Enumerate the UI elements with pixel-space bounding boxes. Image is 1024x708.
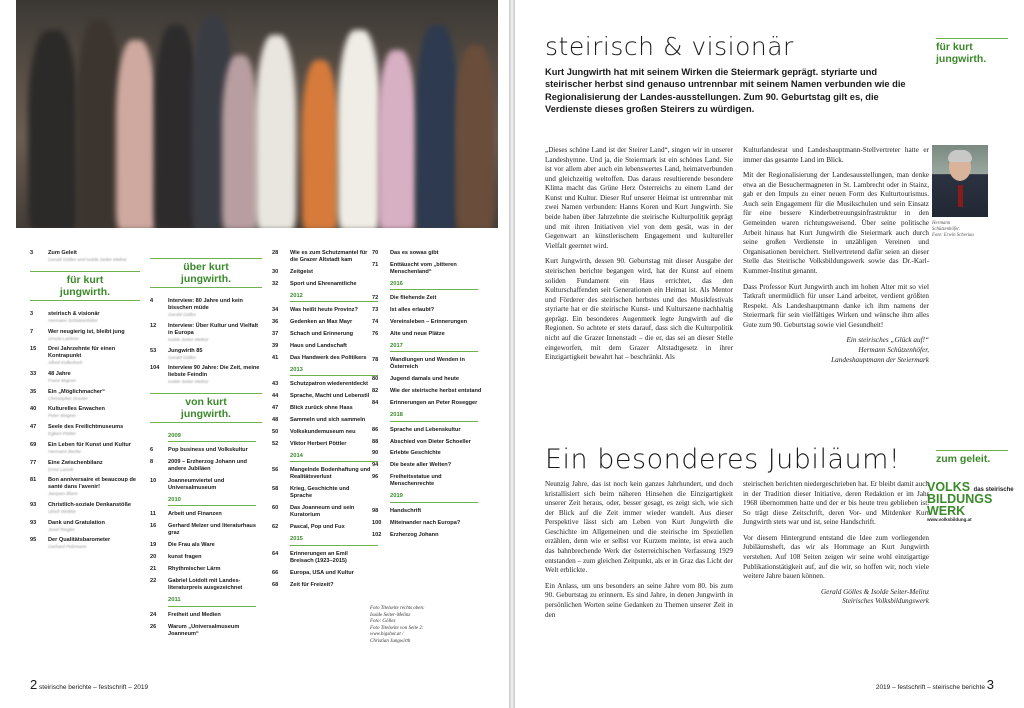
article-lead: Kurt Jungwirth hat mit seinem Wirken die Steiermark geprägt. styriarte und steirischer herbst sind genauso untrennbar mit seinem Namen verbunden wie die Regionalisierung der Landes-ausstellungen. Zum 90. Geburtstag gilt es, die Verdienste dieses großen Steirers zu würdigen. — [545, 67, 906, 114]
toc-entry[interactable] — [272, 393, 372, 400]
toc-page-number: 47 — [30, 424, 37, 431]
toc-page-number: 44 — [272, 393, 279, 400]
toc-page-number: 96 — [372, 474, 379, 481]
toc-author: Gerald Gölles und Isolde Seiter-Melinz — [48, 256, 127, 262]
toc-title: Jugend damals und heute — [390, 376, 459, 383]
toc-author: Christopher Drexler — [48, 395, 88, 401]
toc-page-number: 93 — [30, 502, 37, 508]
toc-title: Erzherzog Johann — [390, 531, 439, 538]
toc-title: Volkskundemuseum neu — [290, 429, 356, 436]
toc-entry[interactable] — [150, 298, 262, 318]
toc-title: Die beste aller Welten? — [390, 462, 452, 469]
toc-page-number: 35 — [30, 388, 37, 395]
toc-entry[interactable] — [372, 439, 482, 446]
left-page — [0, 0, 509, 708]
toc-year-heading: 2009 — [168, 433, 256, 442]
toc-page-number: 34 — [272, 307, 279, 314]
toc-page-number: 81 — [30, 477, 37, 484]
toc-title: Die fliehende Zeit — [390, 295, 437, 302]
toc-entry[interactable] — [272, 307, 372, 314]
toc-title: Schach und Erinnerung — [290, 331, 354, 338]
toc-year-heading: 2015 — [290, 536, 378, 545]
toc-entry[interactable] — [272, 570, 372, 577]
toc-entry[interactable] — [372, 331, 482, 338]
toc-title: Arbeit und Finanzen — [168, 511, 222, 518]
toc-page-number: 4 — [150, 298, 154, 305]
toc-entry[interactable] — [30, 520, 140, 533]
toc-entry[interactable] — [150, 578, 262, 592]
toc-entry[interactable] — [150, 478, 262, 492]
toc-entry[interactable] — [272, 343, 372, 350]
footer-text: 2019 – festschrift – steirische berichte — [875, 684, 985, 691]
toc-title: Zum Geleit — [48, 250, 77, 256]
toc-title: Zeit für Freizeit? — [290, 581, 334, 588]
toc-page-number: 6 — [150, 447, 154, 454]
toc-entry[interactable] — [150, 523, 262, 537]
group-photo — [16, 0, 498, 228]
toc-title: Erlebte Geschichte — [390, 450, 441, 457]
toc-title: kunst fragen — [168, 554, 202, 561]
toc-title: Miteinander nach Europa? — [390, 519, 461, 526]
toc-page-number: 41 — [272, 355, 279, 362]
toc-title: Haus und Landschaft — [290, 343, 347, 350]
toc-page-number: 86 — [372, 426, 379, 433]
toc-title: Wer neugierig ist, bleibt jung — [48, 328, 125, 335]
toc-title: Dank und Gratulation — [48, 519, 105, 526]
toc-entry[interactable] — [150, 511, 262, 518]
toc-entry[interactable] — [372, 400, 482, 407]
article1-col2: Kulturlandesrat und Landeshauptmann-Stellvertreter hatte er immer das gesamte Land im Blick. Mit der Regionalisierung der Landesausstellungen, man denke etwa an die Besuchermagneten in St. Lambrecht oder in Stainz, gab er den Impuls zu einer neuen Form des Kulturtourismus. Auch sein Engagement für die Musikschulen und sein Einsatz für eine bessere Kinderbetreuungsinfrastruktur in den Gemeinden waren richtungsweisend. Über seine politische Arbeit hinaus hat Kurt Jungwirth die Steiermark auch durch seine großen Verdienste in unzähligen Vereinen und Organisationen bereichert. Stellvertretend dafür seien an dieser Stelle das Steirische Volksbildungswerk sowie das Dr.-Karl-Kummer-Institut genannt. Dass Professor Kurt Jungwirth auch im hohen Alter mit so viel Tatkraft unermüdlich für unser Land arbeitet, verdient größten Respekt. Als Landeshauptmann danke ich ihm namens der Steiermark für sein vielfältiges Wirken und wünsche ihm alles Gute zum 90. Geburtstag sowie viel Gesundheit! Ein steirisches „Glück auf!“ Hermann Schützenhöfer, Landeshauptmann der Steiermark — [743, 146, 929, 364]
toc-entry[interactable] — [372, 307, 482, 314]
toc-entry[interactable] — [272, 331, 372, 338]
toc-entry[interactable] — [372, 376, 482, 383]
toc-page-number: 40 — [30, 406, 37, 413]
toc-page-number: 62 — [272, 524, 279, 531]
toc-title: Handschrift — [390, 507, 422, 514]
toc-page-number: 52 — [272, 441, 279, 448]
toc-year-heading: 2016 — [390, 281, 478, 290]
toc-entry[interactable] — [372, 427, 482, 434]
toc-title: Zeitgeist — [290, 268, 314, 275]
toc-title: Ein Leben für Kunst und Kultur — [48, 441, 131, 448]
toc-page-number: 72 — [372, 295, 379, 302]
toc-title: Gerhard Melzer und literaturhaus graz — [168, 523, 256, 537]
toc-entry[interactable] — [272, 505, 372, 519]
toc-entry[interactable] — [150, 566, 262, 573]
toc-year-heading: 2011 — [168, 597, 256, 606]
article2-col2: steirischen berichten niedergeschrieben hat. Er bleibt damit auch in der Tradition dieser Initiative, deren Redaktion er im Jahr 1968 übernommen hatte und der er bis heute treu geblieben ist. So trägt diese Zeitschrift, deren Vor- und Mitdenker Kurt Jungwirth stets war und ist, seine Handschrift. Vor diesem Hintergrund entstand die Idee zum vorliegenden Jubiläumsheft, das wir als Hommage an Kurt Jungwirth verstehen. Auf 108 Seiten zeigen wir seine wohl einzigartige Publikationstätigkeit auf, auf die wir, so hoffen wir, noch viele weitere Jahre bauen können. Gerald Gölles & Isolde Seiter-Melinz Steirisches Volksbildungswerk — [743, 480, 929, 606]
toc-year-heading: 2019 — [390, 493, 478, 502]
toc-page-number: 78 — [372, 357, 379, 364]
toc-entry[interactable] — [30, 460, 140, 473]
toc-page-number: 47 — [272, 405, 279, 412]
toc-author: Hermann Becke — [48, 448, 81, 454]
toc-entry[interactable] — [150, 459, 262, 473]
section-tag-fuer-kurt-jungwirth: für kurt jungwirth. — [936, 38, 1008, 65]
toc-page-number: 7 — [30, 328, 34, 335]
toc-page-number: 22 — [150, 578, 157, 585]
toc-section-heading: für kurt jungwirth. — [30, 271, 140, 301]
toc-title: Seele des Freilichtmuseums — [48, 424, 124, 431]
signature-1: Ein steirisches „Glück auf!“ Hermann Schützenhöfer, Landeshauptmann der Steiermark — [831, 336, 929, 364]
toc-page-number: 16 — [150, 523, 157, 530]
page-footer-right — [876, 677, 994, 692]
toc-page-number: 39 — [272, 343, 279, 350]
toc-title: Bon anniversaire et beaucoup de santé dans l'avenir! — [48, 477, 136, 491]
toc-title: Jungwirth 85 — [168, 347, 203, 354]
toc-column-3 — [272, 250, 372, 594]
toc-section-heading: über kurt jungwirth. — [150, 258, 262, 288]
toc-title: Abschied von Dieter Schoeller — [390, 438, 471, 445]
toc-page-number: 19 — [150, 542, 157, 549]
toc-column-1 — [30, 250, 140, 555]
toc-page-number: 70 — [372, 250, 379, 256]
toc-title: 48 Jahre — [48, 370, 71, 377]
toc-title: Drei Jahrzehnte für einen Kontrapunkt — [48, 346, 116, 360]
portrait-photo — [932, 145, 988, 217]
toc-entry[interactable] — [272, 319, 372, 326]
toc-entry[interactable] — [272, 441, 372, 448]
toc-title: Interview 90 Jahre: Die Zeit, meine liebste Feindin — [168, 365, 260, 379]
toc-section-heading: von kurt jungwirth. — [150, 393, 262, 423]
toc-entry[interactable] — [372, 474, 482, 488]
toc-title: Alte und neue Plätze — [390, 331, 445, 338]
toc-page-number: 37 — [272, 331, 279, 338]
toc-year-heading: 2012 — [290, 293, 378, 302]
toc-page-number: 12 — [150, 322, 157, 329]
toc-entry[interactable] — [30, 346, 140, 366]
toc-author: Gerald Gölles — [168, 354, 197, 360]
toc-entry[interactable] — [30, 424, 140, 437]
toc-page-number: 69 — [30, 441, 37, 448]
toc-year-heading: 2018 — [390, 412, 478, 421]
signature-2: Gerald Gölles & Isolde Seiter-Melinz Steirisches Volksbildungswerk — [820, 587, 929, 606]
toc-title: Ist alles erlaubt? — [390, 307, 435, 314]
toc-author: Ulrich Winkler — [48, 508, 77, 514]
toc-year-heading: 2014 — [290, 453, 378, 462]
toc-title: Sammeln und sich sammeln — [290, 417, 366, 424]
toc-entry[interactable] — [372, 450, 482, 457]
toc-title: Vereinsleben – Erinnerungen — [390, 319, 468, 326]
toc-title: Joanneumviertel und Universalmuseum — [168, 478, 225, 492]
toc-page-number: 3 — [30, 250, 34, 256]
toc-entry[interactable] — [30, 442, 140, 455]
toc-page-number: 94 — [372, 462, 379, 469]
toc-entry[interactable] — [372, 520, 482, 527]
toc-entry[interactable] — [30, 477, 140, 497]
toc-page-number: 48 — [272, 417, 279, 424]
toc-author: Peter Wagner — [48, 413, 77, 419]
toc-page-number: 43 — [272, 381, 279, 388]
toc-author: Egbert Pöttler — [48, 431, 77, 437]
article2-title: Ein besonderes Jubiläum! — [545, 444, 901, 475]
toc-title: Erinnerungen an Peter Rosegger — [390, 400, 478, 407]
toc-entry[interactable] — [150, 447, 262, 454]
toc-page-number: 26 — [150, 623, 157, 630]
toc-title: Enttäuscht vom „bitteren Menschenland“ — [390, 261, 457, 275]
toc-author: Jacques Blanc — [48, 491, 78, 497]
toc-entry[interactable] — [272, 405, 372, 412]
toc-title: Interview: 80 Jahre und kein bisschen müde — [168, 298, 243, 312]
toc-entry[interactable] — [30, 537, 140, 550]
toc-title: Kulturelles Erwachen — [48, 406, 105, 413]
toc-entry[interactable] — [272, 582, 372, 589]
toc-title: Mangelnde Bodenhaftung und Realitätsverlust — [290, 467, 371, 481]
toc-page-number: 36 — [272, 319, 279, 326]
article2-col1: Neunzig Jahre, das ist noch kein ganzes Jahrhundert, und doch kristallisiert sich beim näheren Hinsehen die Einzigartigkeit unserer Zeit heraus, oder, besser gesagt, es zeigt sich, wie sich der Blick auf die Zeit immer wieder wandelt. Aus dieser Perspektive lässt sich am Leben von Kurt Jungwirth die Geschichte im Allgemeinen und die steirische im Speziellen erzählen, denn wie er selbst vor Kurzem meinte, ist etwa auch das bahnbrechende Werk der österreichischen Verfassung 1929 entstanden – zum gleichen Zeitpunkt, als er in Graz das Licht der Welt erblickte. Ein Anlass, um uns besonders an seine Jahre vom 80. bis zum 90. Geburtstag zu erinnern. Es sind Jahre, in denen Jungwirth in persönlichen Worten seine Gedanken zu Themen unserer Zeit in den — [545, 480, 733, 619]
toc-page-number: 71 — [372, 261, 379, 268]
toc-author: Isolde Seiter-Melinz — [168, 336, 209, 342]
toc-entry[interactable] — [150, 365, 262, 385]
section-tag-zum-geleit: zum geleit. — [936, 450, 1008, 465]
toc-page-number: 90 — [372, 450, 379, 457]
toc-entry[interactable] — [30, 371, 140, 384]
right-page — [515, 0, 1024, 708]
toc-year-heading: 2010 — [168, 497, 256, 506]
toc-page-number: 3 — [30, 310, 34, 317]
toc-page-number: 8 — [150, 459, 154, 466]
toc-entry[interactable] — [372, 319, 482, 326]
toc-entry[interactable] — [30, 250, 140, 263]
toc-author: Isolde Seiter-Melinz — [168, 379, 209, 385]
toc-entry[interactable] — [372, 250, 482, 257]
toc-title: Sport und Ehrenamtliche — [290, 280, 357, 287]
toc-title: Freiheitsstatue und Menschenrechte — [390, 474, 442, 488]
toc-title: Pop business und Volkskultur — [168, 447, 248, 454]
toc-page-number: 21 — [150, 566, 157, 573]
toc-entry[interactable] — [150, 542, 262, 549]
toc-page-number: 74 — [372, 319, 379, 326]
toc-entry[interactable] — [272, 355, 372, 362]
toc-title: Blick zurück ohne Hass — [290, 405, 353, 412]
toc-page-number: 98 — [372, 507, 379, 514]
toc-title: Interview: Über Kultur und Vielfalt in Europa — [168, 322, 259, 336]
page-number: 3 — [986, 677, 994, 692]
toc-entry[interactable] — [30, 329, 140, 342]
page-number: 2 — [30, 677, 38, 692]
toc-entry[interactable] — [272, 524, 372, 531]
toc-page-number: 11 — [150, 511, 156, 518]
toc-title: Warum „Universalmuseum Joanneum“ — [168, 623, 240, 637]
toc-author: Ernst Lasnik — [48, 466, 74, 472]
toc-entry[interactable] — [150, 348, 262, 361]
toc-page-number: 102 — [372, 531, 382, 538]
toc-entry[interactable] — [272, 269, 372, 276]
toc-page-number: 84 — [372, 400, 379, 407]
toc-title: Das Handwerk des Politikers — [290, 355, 367, 362]
toc-title: Wie es zum Schutzmantel für die Grazer Altstadt kam — [290, 250, 368, 263]
toc-entry[interactable] — [272, 281, 372, 288]
toc-title: Erinnerungen an Emil Breisach (1923–2015) — [290, 550, 348, 564]
article1-col1: „Dieses schöne Land ist der Steirer Land“, singen wir in unserer Landeshymne. Und ja, die Steiermark ist ein schönes Land. Sie ist vor allem aber auch ein lebenswertes Land, heimatverbunden und gleichzeitig weltoffen. Das daraus resultierende besondere Klima macht das Grüne Herz Österreichs zu einem Land der Kunst und Kultur. Dieser Ruf unserer Heimat ist untrennbar mit zwei Namen verbunden: Hanns Koren und Kurt Jungwirth. Sie beide haben über Jahrzehnte die steirische Kulturpolitik geprägt und mit ihren Initiativen viel von dem gesät, was in der Gegenwart an künstlerischem Engagement und kultureller Vielfalt geerntet wird. Kurt Jungwirth, dessen 90. Geburtstag mit dieser Ausgabe der steirischen berichte begangen wird, hat der Kunst auf einem soliden Fundament ein Haus errichtet, das den Kulturschaffenden seit Generationen ein Heimat ist. Als Mentor und Förderer des steirischen herbstes und des Musikfestivals styriarte hat er die steirische Kunst- und Kulturszene nachhaltig geprägt. Ein besonderes Augenmerk legte Jungwirth auf die Regionen. So achtete er stets darauf, dass sich die Kulturpolitik nicht auf die Grazer Innenstadt – die er, das sei an dieser Stelle eingeworfen, mit dem Grazer Altstadtgesetz in ihrer Einzigartigkeit bewahrt hat – beschränkt. Als — [545, 146, 733, 362]
toc-entry[interactable] — [372, 508, 482, 515]
toc-entry[interactable] — [272, 486, 372, 500]
toc-year-heading: 2017 — [390, 343, 478, 352]
toc-title: Christlich-soziale Denkanstöße — [48, 502, 131, 508]
toc-author: Alfred Kolleritsch — [48, 360, 83, 366]
toc-entry[interactable] — [150, 612, 262, 619]
toc-page-number: 88 — [372, 438, 379, 445]
toc-title: Das Joanneum und sein Kuratorium — [290, 505, 355, 519]
toc-entry[interactable] — [272, 250, 372, 264]
toc-page-number: 20 — [150, 554, 157, 561]
toc-title: Schutzpatron wiederentdeckt — [290, 381, 369, 388]
toc-title: Die Frau als Ware — [168, 542, 215, 549]
toc-entry[interactable] — [372, 388, 482, 395]
toc-page-number: 64 — [272, 550, 279, 557]
toc-page-number: 53 — [150, 347, 157, 354]
toc-entry[interactable] — [372, 462, 482, 469]
toc-entry[interactable] — [372, 295, 482, 302]
toc-page-number: 50 — [272, 429, 279, 436]
toc-page-number: 95 — [30, 537, 37, 544]
toc-entry[interactable] — [372, 357, 482, 371]
toc-title: Pascal, Pop und Fux — [290, 524, 345, 531]
toc-author: Ursula Lackner — [48, 335, 79, 341]
toc-entry[interactable] — [150, 323, 262, 343]
toc-page-number: 80 — [372, 376, 379, 383]
toc-entry[interactable] — [272, 381, 372, 388]
toc-page-number: 58 — [272, 486, 279, 493]
toc-page-number: 60 — [272, 505, 279, 512]
article-title: steirisch & visionär — [545, 32, 794, 61]
toc-title: Ein „Möglichmacher“ — [48, 388, 105, 395]
toc-author: Hermann Schützenhöfer — [48, 317, 98, 323]
toc-author: Josef Riegler — [48, 526, 75, 532]
toc-page-number: 73 — [372, 307, 379, 314]
toc-title: Gedenken an Max Mayr — [290, 319, 353, 326]
toc-title: Sprache und Lebenskultur — [390, 426, 461, 433]
toc-title: Viktor Herbert Pöttler — [290, 441, 347, 448]
toc-title: Europa, USA und Kultur — [290, 569, 354, 576]
toc-page-number: 24 — [150, 611, 157, 618]
photo-credits: Foto Titelseite rechts oben: Isolde Seiter-Melinz Foto: Gölles Foto Titelseite von Seite 2: www.bigshot.at / Christian Jungwirth — [370, 606, 425, 644]
toc-entry[interactable] — [150, 624, 262, 638]
toc-page-number: 28 — [272, 250, 279, 256]
toc-title: Krieg, Geschichte und Sprache — [290, 486, 350, 500]
toc-page-number: 82 — [372, 388, 379, 395]
toc-title: Was heißt heute Provinz? — [290, 307, 358, 314]
toc-title: Gabriel Loidolt mit Landes-literaturpreis ausgezeichnet — [168, 578, 243, 592]
toc-title: 2009 – Erzherzog Johann und andere Jubiläen — [168, 459, 247, 473]
toc-page-number: 30 — [272, 268, 279, 275]
toc-entry[interactable] — [30, 502, 140, 515]
toc-author: Gerald Gölles — [168, 312, 197, 318]
toc-page-number: 100 — [372, 519, 382, 526]
page-footer-left — [30, 677, 148, 692]
toc-entry[interactable] — [30, 389, 140, 402]
toc-entry[interactable] — [272, 551, 372, 565]
toc-entry[interactable] — [30, 311, 140, 324]
toc-title: Wandlungen und Wenden in Österreich — [390, 357, 465, 371]
toc-entry[interactable] — [372, 262, 482, 276]
toc-entry[interactable] — [272, 429, 372, 436]
toc-entry[interactable] — [150, 554, 262, 561]
toc-page-number: 56 — [272, 467, 279, 474]
toc-author: Gerhard Pelzmann — [48, 544, 87, 550]
toc-page-number: 10 — [150, 478, 157, 485]
toc-entry[interactable] — [272, 417, 372, 424]
toc-page-number: 15 — [30, 346, 37, 353]
footer-text: steirische berichte – festschrift – 2019 — [39, 684, 149, 691]
toc-page-number: 32 — [272, 280, 279, 287]
toc-title: Sprache, Macht und Lebenstil — [290, 393, 370, 400]
toc-author: Franz Majcen — [48, 377, 76, 383]
toc-entry[interactable] — [372, 532, 482, 539]
volksbildungswerk-logo: VOLKS das steirische BILDUNGS WERK www.volksbildung.at — [927, 480, 1014, 522]
toc-entry[interactable] — [30, 406, 140, 419]
toc-page-number: 93 — [30, 519, 37, 526]
toc-entry[interactable] — [272, 467, 372, 481]
toc-title: Rhythmischer Lärm — [168, 566, 221, 573]
toc-title: Freiheit und Medien — [168, 611, 221, 618]
toc-column-2 — [150, 250, 262, 643]
toc-title: steirisch & visionär — [48, 310, 100, 317]
toc-page-number: 104 — [150, 365, 160, 372]
toc-page-number: 66 — [272, 569, 279, 576]
toc-page-number: 77 — [30, 459, 37, 466]
toc-page-number: 76 — [372, 331, 379, 338]
toc-title: Eine Zwischenbilanz — [48, 459, 103, 466]
toc-column-4 — [372, 250, 482, 544]
toc-page-number: 68 — [272, 581, 279, 588]
toc-title: Das es sowas gibt — [390, 250, 439, 256]
toc-page-number: 33 — [30, 370, 37, 377]
toc-year-heading: 2013 — [290, 367, 378, 376]
portrait-caption: Hermann Schützenhöfer. Foto: Erwin Scheriau — [932, 221, 974, 239]
toc-title: Wie der steirische herbst entstand — [390, 388, 482, 395]
toc-title: Der Qualitätsbarometer — [48, 537, 111, 544]
